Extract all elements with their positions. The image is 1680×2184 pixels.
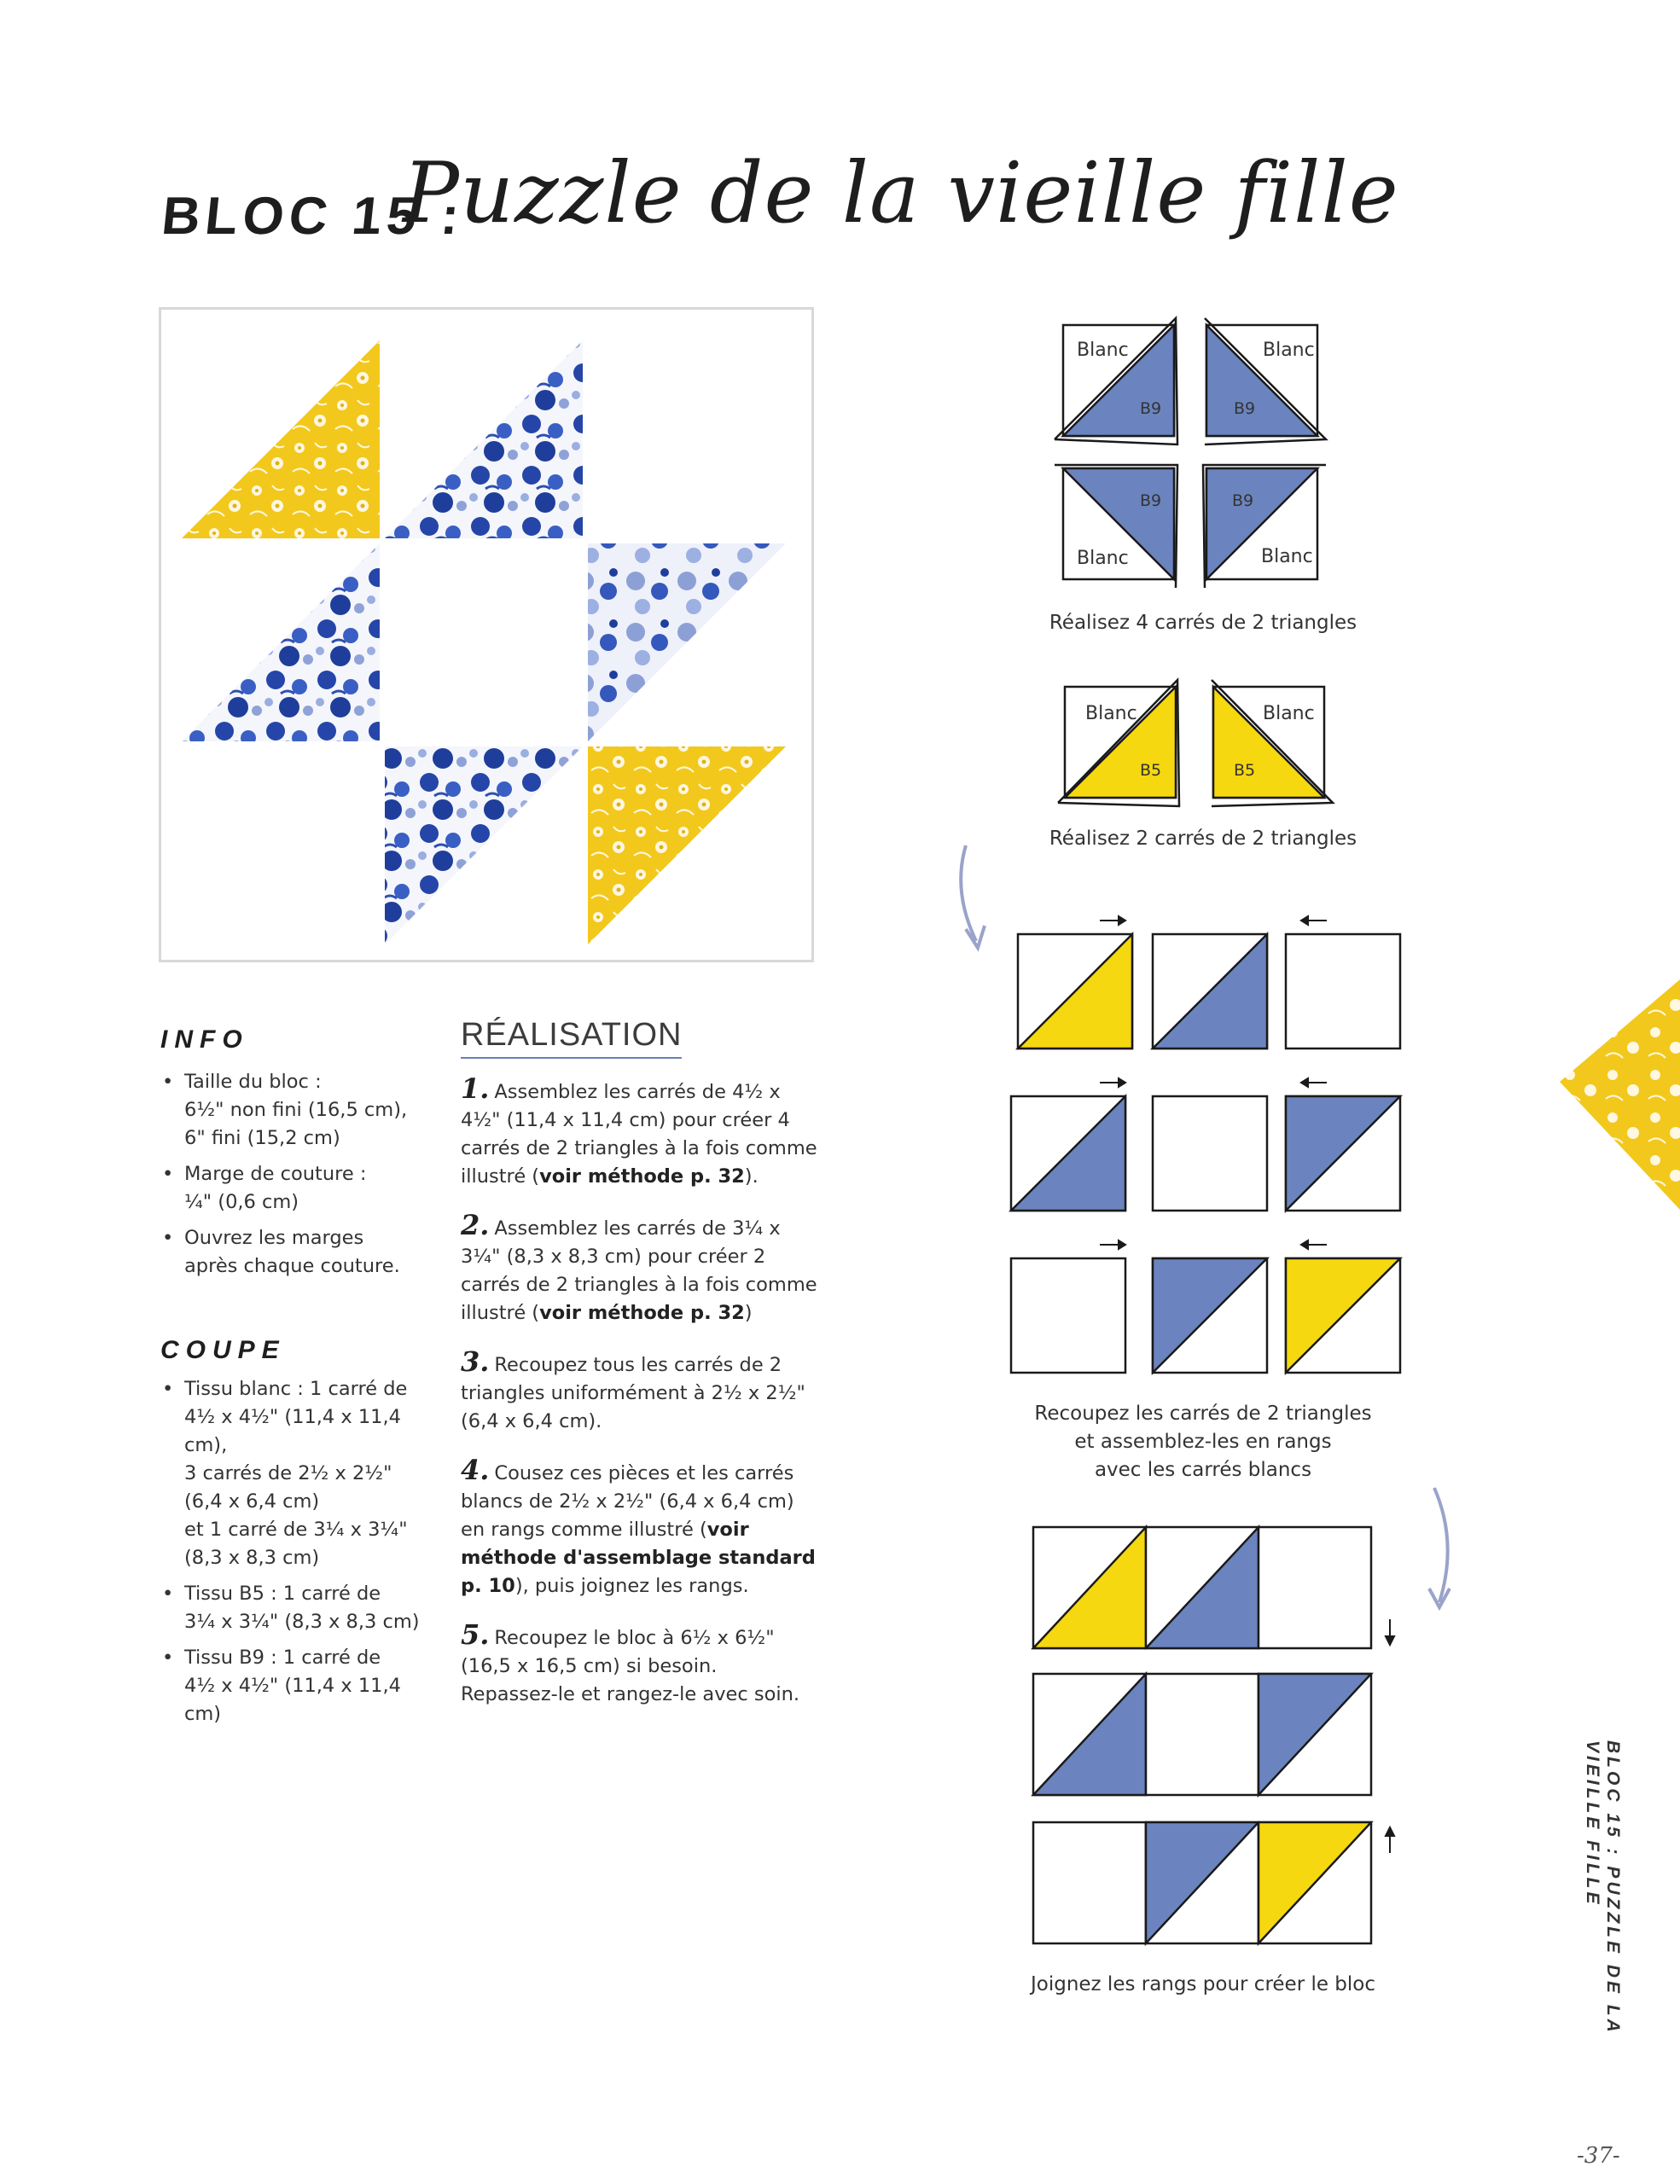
- caption-step3: Recoupez les carrés de 2 triangles et assemblez-les en rangs avec les carrés blancs: [1034, 1403, 1372, 1481]
- diagram-blue-hst: [1041, 303, 1348, 601]
- coupe-item-white: • Tissu blanc : 1 carré de 4½ x 4½" (11,4 x 11,4 cm), 3 carrés de 2½ x 2½" (6,4 x 6,4 cm) et 1 carré de 3¼ x 3¼" (8,3 x 8,3 cm): [162, 1375, 435, 1572]
- label-blanc: Blanc: [1263, 703, 1315, 724]
- step-1: 1. Assemblez les carrés de 4½ x 4½" (11,4 x 11,4 cm) pour créer 4 carrés de 2 triangles à la fois comme illustré (voir méthode p. 32).: [461, 1072, 817, 1188]
- label-b5: B5: [1234, 761, 1256, 780]
- caption-step1: Réalisez 4 carrés de 2 triangles: [1049, 612, 1357, 634]
- label-b9: B9: [1234, 399, 1256, 418]
- label-b5: B5: [1140, 761, 1162, 780]
- caption-step2: Réalisez 2 carrés de 2 triangles: [1049, 828, 1357, 850]
- info-heading: INFO: [160, 1025, 249, 1054]
- diagram-rows: [1003, 909, 1412, 1386]
- step-3: 3. Recoupez tous les carrés de 2 triangles uniformément à 2½ x 2½" (6,4 x 6,4 cm).: [461, 1345, 805, 1432]
- curved-arrow-icon: [1421, 1483, 1480, 1619]
- info-item-seam: • Marge de couture : ¼" (0,6 cm): [162, 1160, 435, 1217]
- realisation-heading: RÉALISATION: [461, 1017, 682, 1059]
- coupe-heading: COUPE: [160, 1336, 286, 1364]
- curved-arrow-icon: [947, 840, 1007, 960]
- press-arrows-vertical: [1386, 1619, 1394, 1853]
- info-item-press: • Ouvrez les marges après chaque couture.: [162, 1224, 435, 1281]
- step-2: 2. Assemblez les carrés de 3¼ x 3¼" (8,3 x 8,3 cm) pour créer 2 carrés de 2 triangles à la fois comme illustré (voir méthode p. 32): [461, 1209, 817, 1324]
- label-b9: B9: [1232, 491, 1254, 510]
- diagram-yellow-hst: [1051, 670, 1341, 819]
- running-title: BLOC 15 : PUZZLE DE LA VIEILLE FILLE: [1583, 1740, 1623, 2036]
- coupe-list: [162, 1375, 435, 1736]
- quilt-block-illustration: [161, 310, 811, 960]
- title-bloc-number: BLOC 15 :: [159, 187, 468, 246]
- diagram-joined-rows: [1028, 1519, 1412, 1954]
- step-4: 4. Cousez ces pièces et les carrés blancs de 2½ x 2½" (6,4 x 6,4 cm) en rangs comme illustré (voir méthode d'assemblage standard p. 10), puis joignez les rangs.: [461, 1454, 816, 1597]
- info-list: [162, 1068, 435, 1288]
- coupe-item-b9: • Tissu B9 : 1 carré de 4½ x 4½" (11,4 x 11,4 cm): [162, 1644, 435, 1728]
- label-b9: B9: [1140, 491, 1162, 510]
- label-blanc: Blanc: [1261, 546, 1313, 567]
- edge-fabric-decoration: [1560, 979, 1680, 1210]
- page-title: Puzzle de la vieille fille: [403, 145, 1399, 242]
- caption-step4: Joignez les rangs pour créer le bloc: [1030, 1973, 1376, 1995]
- label-b9: B9: [1140, 399, 1162, 418]
- coupe-item-b5: • Tissu B5 : 1 carré de 3¼ x 3¼" (8,3 x 8,3 cm): [162, 1580, 435, 1636]
- label-blanc: Blanc: [1263, 340, 1315, 361]
- realisation-steps: [461, 1072, 819, 1729]
- quilt-block-photo: [159, 307, 814, 962]
- step-5: 5. Recoupez le bloc à 6½ x 6½" (16,5 x 16,5 cm) si besoin. Repassez-le et rangez-le avec soin.: [461, 1618, 800, 1705]
- label-blanc: Blanc: [1077, 340, 1129, 361]
- label-blanc: Blanc: [1085, 703, 1137, 724]
- page-number: -37-: [1577, 2143, 1620, 2169]
- info-item-size: • Taille du bloc : 6½" non fini (16,5 cm), 6" fini (15,2 cm): [162, 1068, 435, 1153]
- label-blanc: Blanc: [1077, 548, 1129, 569]
